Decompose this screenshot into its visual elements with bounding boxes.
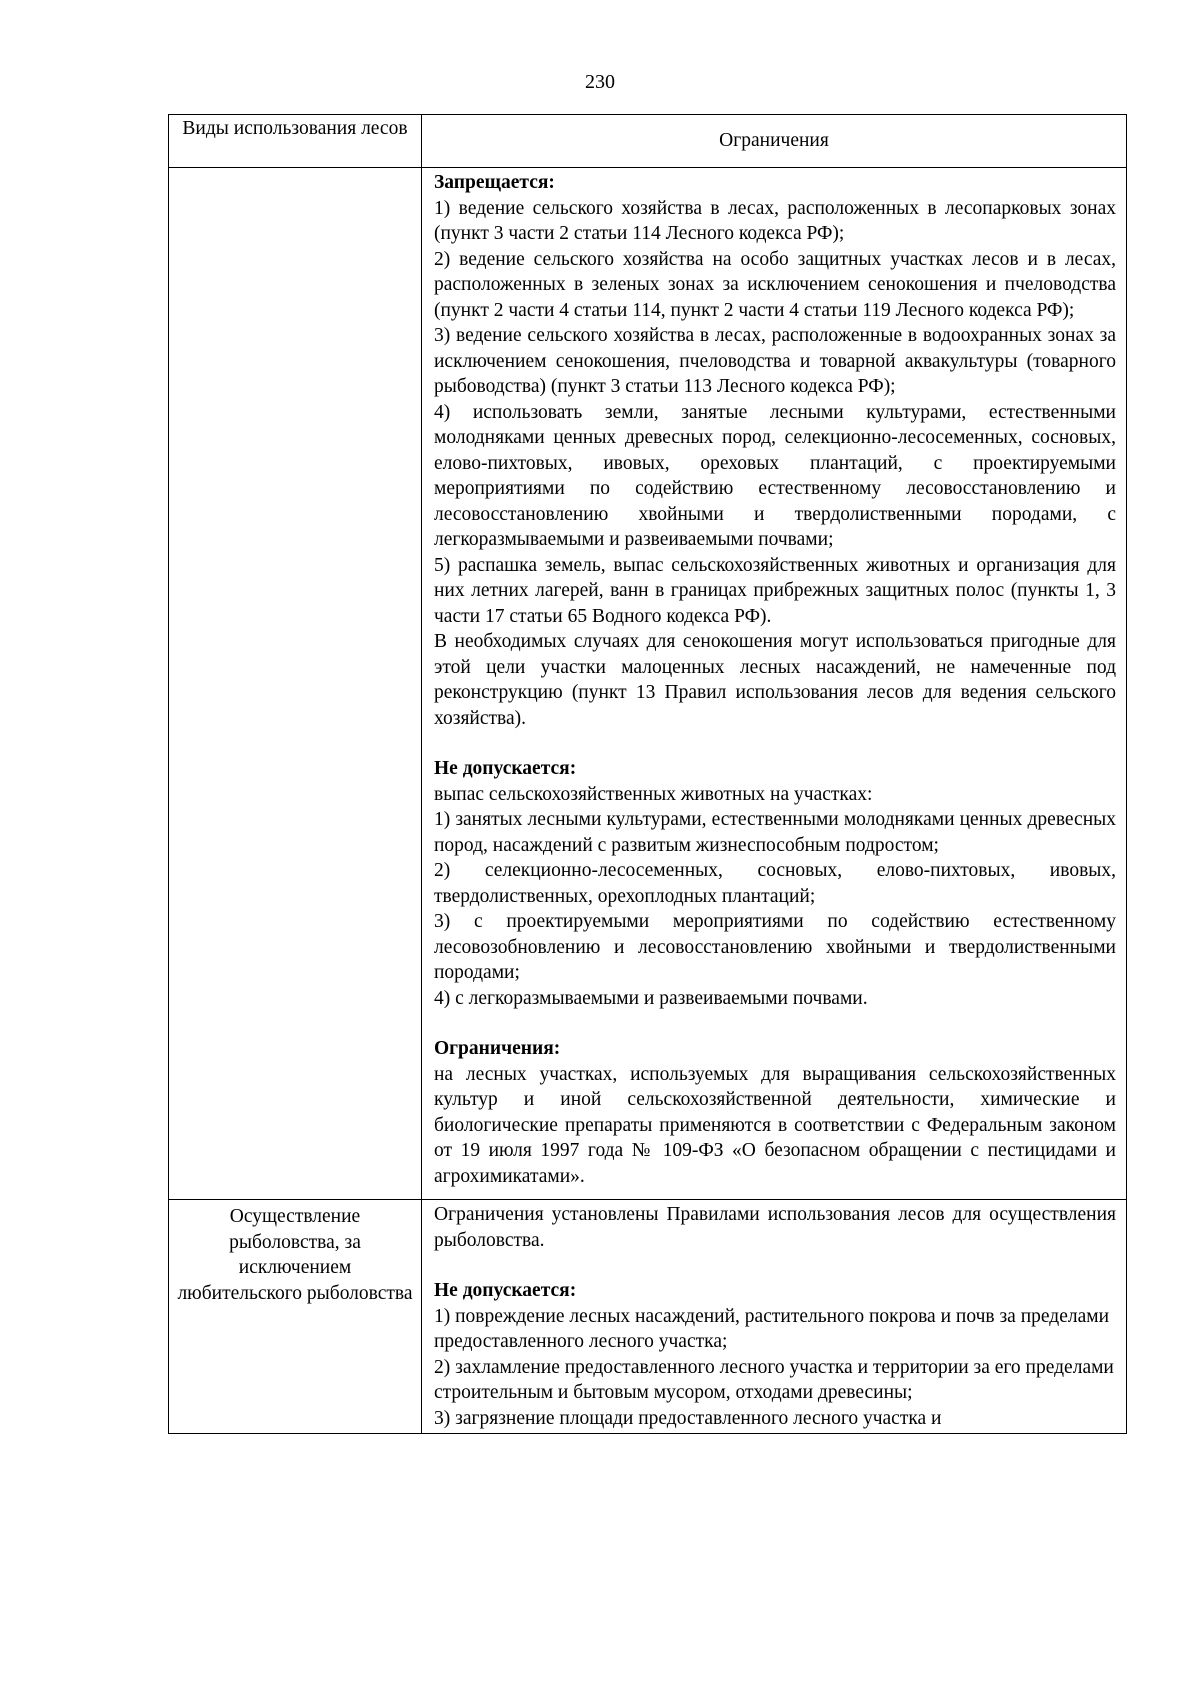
header-restrictions: Ограничения — [422, 115, 1127, 168]
restrictions-cell — [422, 168, 1127, 1200]
list-item: 1) занятых лесными культурами, естественными молодняками ценных древесных пород, насаждений с развитым жизнеспособным подростом; — [434, 809, 1116, 856]
forest-use-type — [169, 168, 422, 1200]
list-item: 1) повреждение лесных насаждений, растительного покрова и почв за пределами предоставленного лесного участка; — [434, 1305, 1110, 1352]
restrictions-cell — [422, 1200, 1127, 1434]
paragraph: В необходимых случаях для сенокошения могут использоваться пригодные для этой цели участки малоценных лесных насаждений, не намеченные под реконструкцию (пункт 13 Правил использования лесов для ведения сельского хозяйства). — [434, 631, 1116, 729]
list-item: 3) ведение сельского хозяйства в лесах, расположенные в водоохранных зонах за исключением сенокошения, пчеловодства и товарной аквакультуры (товарного рыбоводства) (пункт 3 статьи 113 Лесного кодекса РФ); — [434, 325, 1116, 397]
forest-use-type: Осуществление рыболовства, за исключением любительского рыболовства — [169, 1200, 422, 1434]
list-item: 2) селекционно-лесосеменных, сосновых, елово-пихтовых, ивовых, твердолиственных, орехоплодных плантаций; — [434, 860, 1116, 907]
block-heading-not-allowed: Не допускается: — [434, 758, 577, 779]
list-item: 2) ведение сельского хозяйства на особо защитных участках лесов и в лесах, расположенных в зеленых зонах за исключением сенокошения и пчеловодства (пункт 2 части 4 статьи 114, пункт 2 части 4 статьи 119 Лесного кодекса РФ); — [434, 248, 1116, 321]
list-item: 1) ведение сельского хозяйства в лесах, расположенных в лесопарковых зонах (пункт 3 части 2 статьи 114 Лесного кодекса РФ); — [434, 197, 1116, 244]
list-item: 4) с легкоразмываемыми и развеиваемыми почвами. — [434, 987, 868, 1009]
block-heading-restrictions: Ограничения: — [434, 1038, 561, 1059]
table-header-row — [169, 115, 1127, 168]
restrictions-table — [168, 114, 1127, 1434]
list-item: 4) использовать земли, занятые лесными культурами, естественными молодняками ценных древесных пород, селекционно-лесосеменных, сосновых, елово-пихтовых, ивовых, ореховых плантаций, с проектируемыми мероприятиями по содействию естественному лесовосстановлению и лесовосстановлению хвойными и твердолиственными породами, с легкоразмываемыми и развеиваемыми почвами; — [434, 401, 1116, 550]
paragraph: Ограничения установлены Правилами использования лесов для осуществления рыболовства. — [434, 1204, 1116, 1251]
page-number: 230 — [585, 71, 615, 93]
table-row — [169, 1200, 1127, 1434]
list-item: 3) с проектируемыми мероприятиями по содействию естественному лесовозобновлению и лесовосстановлению хвойными и твердолиственными породами; — [434, 911, 1116, 983]
paragraph: на лесных участках, используемых для выращивания сельскохозяйственных культур и иной сельскохозяйственной деятельности, химические и биологические препараты применяются в соответствии с Федеральным законом от 19 июля 1997 года № 109-ФЗ «О безопасном обращении с пестицидами и агрохимикатами». — [434, 1063, 1116, 1187]
table-row — [169, 168, 1127, 1200]
header-forest-use-types: Виды использования лесов — [169, 115, 422, 168]
paragraph: выпас сельскохозяйственных животных на участках: — [434, 783, 873, 805]
list-item: 2) захламление предоставленного лесного участка и территории за его пределами строительным и бытовым мусором, отходами древесины; — [434, 1356, 1114, 1403]
list-item: 5) распашка земель, выпас сельскохозяйственных животных и организация для них летних лагерей, ванн в границах прибрежных защитных полос (пункты 1, 3 части 17 статьи 65 Водного кодекса РФ). — [434, 554, 1116, 627]
block-heading-not-allowed: Не допускается: — [434, 1280, 577, 1301]
block-heading-prohibited: Запрещается: — [434, 172, 555, 193]
list-item: 3) загрязнение площади предоставленного лесного участка и — [434, 1407, 942, 1429]
